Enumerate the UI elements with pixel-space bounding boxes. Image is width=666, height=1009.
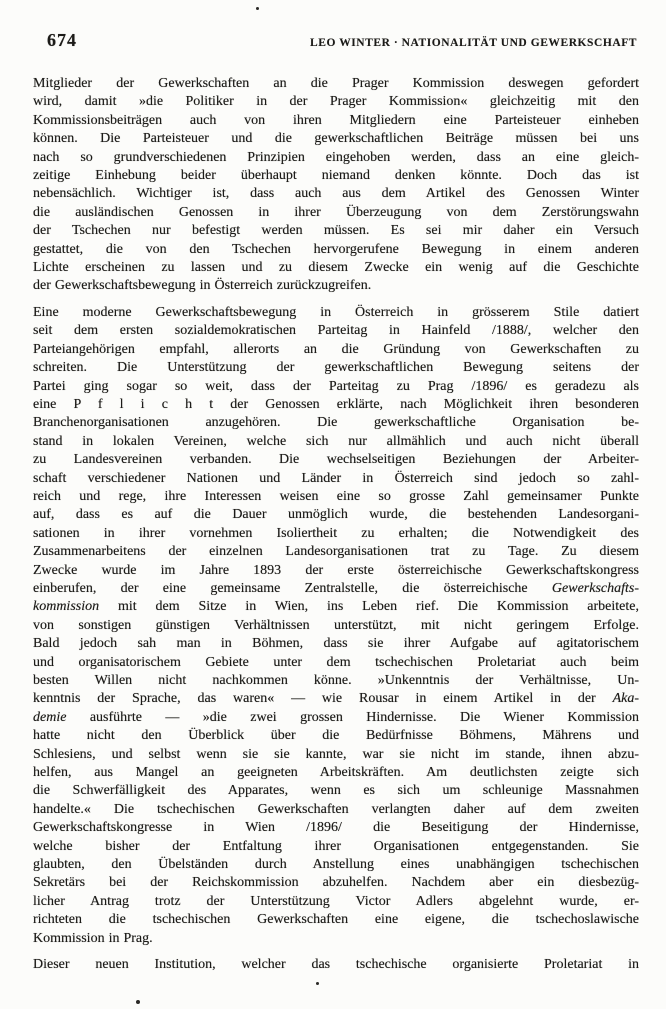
paragraph <box>33 75 639 296</box>
text-line: zeitige Einhebung beider überhaupt niemand denken könnte. Doch das ist <box>33 168 639 184</box>
text-line: besten Willen nicht nachkommen könne. »Unkenntnis der Verhältnisse, Un- <box>33 673 639 688</box>
text-line: stand in lokalen Vereinen, welche sich nur allmählich und auch nicht überall <box>33 433 639 449</box>
text-line: die ausländischen Genossen in ihrer Überzeugung von dem Zerstörungswahn <box>33 204 639 220</box>
text-line: gestattet, die von den Tschechen hervorgerufene Bewegung in einem anderen <box>33 241 639 257</box>
text-line: von sonstigen günstigen Verhältnissen unterstützt, mit nicht geringem Erfolge. <box>33 617 639 633</box>
text-line: der Tschechen nur befestigt werden müssen. Es sei mir daher ein Versuch <box>33 223 639 239</box>
scan-artifact-dot <box>316 982 319 985</box>
text-line: nach so grundverschiedenen Prinzipien eingehoben werden, dass an eine gleich- <box>33 149 639 165</box>
text-line: schreiten. Die Unterstützung der gewerkschaftlichen Bewegung seitens der <box>33 360 639 376</box>
text-line: Partei ging sogar so weit, dass der Parteitag zu Prag /1896/ es geradezu als <box>33 378 639 394</box>
text-line: Bald jedoch sah man in Böhmen, dass sie ihrer Aufgabe auf agitatorischem <box>33 636 639 652</box>
page-header <box>47 30 637 51</box>
text-line: Mitglieder der Gewerkschaften an die Prager Kommission deswegen gefordert <box>33 76 639 91</box>
text-line: kommission mit dem Sitze in Wien, ins Leben rief. Die Kommission arbeitete, <box>33 599 639 615</box>
text-line: Eine moderne Gewerkschaftsbewegung in Österreich in grösserem Stile datiert <box>33 304 639 320</box>
text-line: richteten die tschechischen Gewerkschaften eine eigene, die tschechoslawische <box>33 912 639 928</box>
text-line: Kommission in Prag. <box>33 930 153 946</box>
text-line: Zusammenarbeitens der einzelnen Landesorganisationen trat zu Tage. Zu diesem <box>33 544 639 560</box>
text-line: helfen, aus Mangel an geeigneten Arbeitskräften. Am deutlichsten zeigte sich <box>33 765 639 781</box>
scan-artifact-dot <box>256 7 259 10</box>
text-line: glaubten, den Übelständen durch Anstellung eines unabhängigen tschechischen <box>33 857 639 873</box>
text-line: seit dem ersten sozialdemokratischen Parteitag in Hainfeld /1888/, welcher den <box>33 323 639 339</box>
text-line: zu Landesvereinen verbanden. Die wechselseitigen Beziehungen der Arbeiter- <box>33 452 639 468</box>
text-line: handelte.« Die tschechischen Gewerkschaften verlangten daher auf dem zweiten <box>33 801 639 817</box>
text-line: Sekretärs bei der Reichskommission abzuhelfen. Nachdem aber ein diesbezüg- <box>33 875 639 891</box>
page-body <box>33 75 639 975</box>
text-line: auf, dass es auf die Dauer unmöglich wurde, die bestehenden Landesorgani- <box>33 507 639 523</box>
text-line: Dieser neuen Institution, welcher das tschechische organisierte Proletariat in <box>33 957 639 973</box>
text-line: die Schwerfälligkeit des Apparates, wenn es sich um schleunige Massnahmen <box>33 783 639 799</box>
text-line: Parteiangehörigen empfahl, allerorts an die Gründung von Gewerkschaften zu <box>33 341 639 357</box>
text-line: reich und rege, ihre Interessen weisen eine so grosse Zahl gemeinsamer Punkte <box>33 488 639 504</box>
paragraph <box>33 956 639 974</box>
page-number: 674 <box>47 30 77 50</box>
text-line: wird, damit »die Politiker in der Prager Kommission« gleichzeitig mit den <box>33 94 639 110</box>
text-line: der Gewerkschaftsbewegung in Österreich zurückzugreifen. <box>33 278 372 294</box>
text-line: hatte nicht den Überblick über die Bedürfnisse Böhmens, Mährens und <box>33 728 639 744</box>
paragraph <box>33 304 639 948</box>
text-line: demie ausführte — »die zwei grossen Hindernisse. Die Wiener Kommission <box>33 709 639 725</box>
text-line: sationen in ihrer vornehmen Isoliertheit zu erhalten; die Notwendigkeit des <box>33 525 639 541</box>
scan-artifact-dot <box>136 1000 140 1004</box>
text-line: kenntnis der Sprache, das waren« — wie Rousar in einem Artikel in der Aka- <box>33 691 639 707</box>
text-line: eine P f l i c h t der Genossen erklärte, nach Möglichkeit ihren besonderen <box>33 396 639 412</box>
text-line: und organisatorischem Gebiete unter dem tschechischen Proletariat auch beim <box>33 654 639 670</box>
text-line: Kommissionsbeiträgen auch von ihren Mitgliedern eine Parteisteuer einheben <box>33 112 639 128</box>
text-line: licher Antrag trotz der Unterstützung Victor Adlers abgelehnt wurde, er- <box>33 893 639 909</box>
text-line: Lichte erscheinen zu lassen und zu diesem Zwecke ein wenig auf die Geschichte <box>33 260 639 276</box>
text-line: Gewerkschaftskongresse in Wien /1896/ die Beseitigung der Hindernisse, <box>33 820 639 836</box>
text-line: welche bisher der Entfaltung ihrer Organisationen entgegenstanden. Sie <box>33 838 639 854</box>
text-line: Zwecke wurde im Jahre 1893 der erste österreichische Gewerkschaftskongress <box>33 562 639 578</box>
text-line: nebensächlich. Wichtiger ist, dass auch aus dem Artikel des Genossen Winter <box>33 186 639 202</box>
text-line: können. Die Parteisteuer und die gewerkschaftlichen Beiträge müssen bei uns <box>33 131 639 147</box>
text-line: Branchenorganisationen anzugehören. Die gewerkschaftliche Organisation be- <box>33 415 639 431</box>
text-line: schaft verschiedener Nationen und Länder in Österreich sind jedoch so zahl- <box>33 470 639 486</box>
text-line: einberufen, der eine gemeinsame Zentralstelle, die österreichische Gewerkschafts- <box>33 580 639 596</box>
text-line: Schlesiens, und selbst wenn sie sie kannte, war sie nicht im stande, ihnen abzu- <box>33 746 639 762</box>
running-header: LEO WINTER · NATIONALITÄT UND GEWERKSCHAFT <box>310 37 637 49</box>
